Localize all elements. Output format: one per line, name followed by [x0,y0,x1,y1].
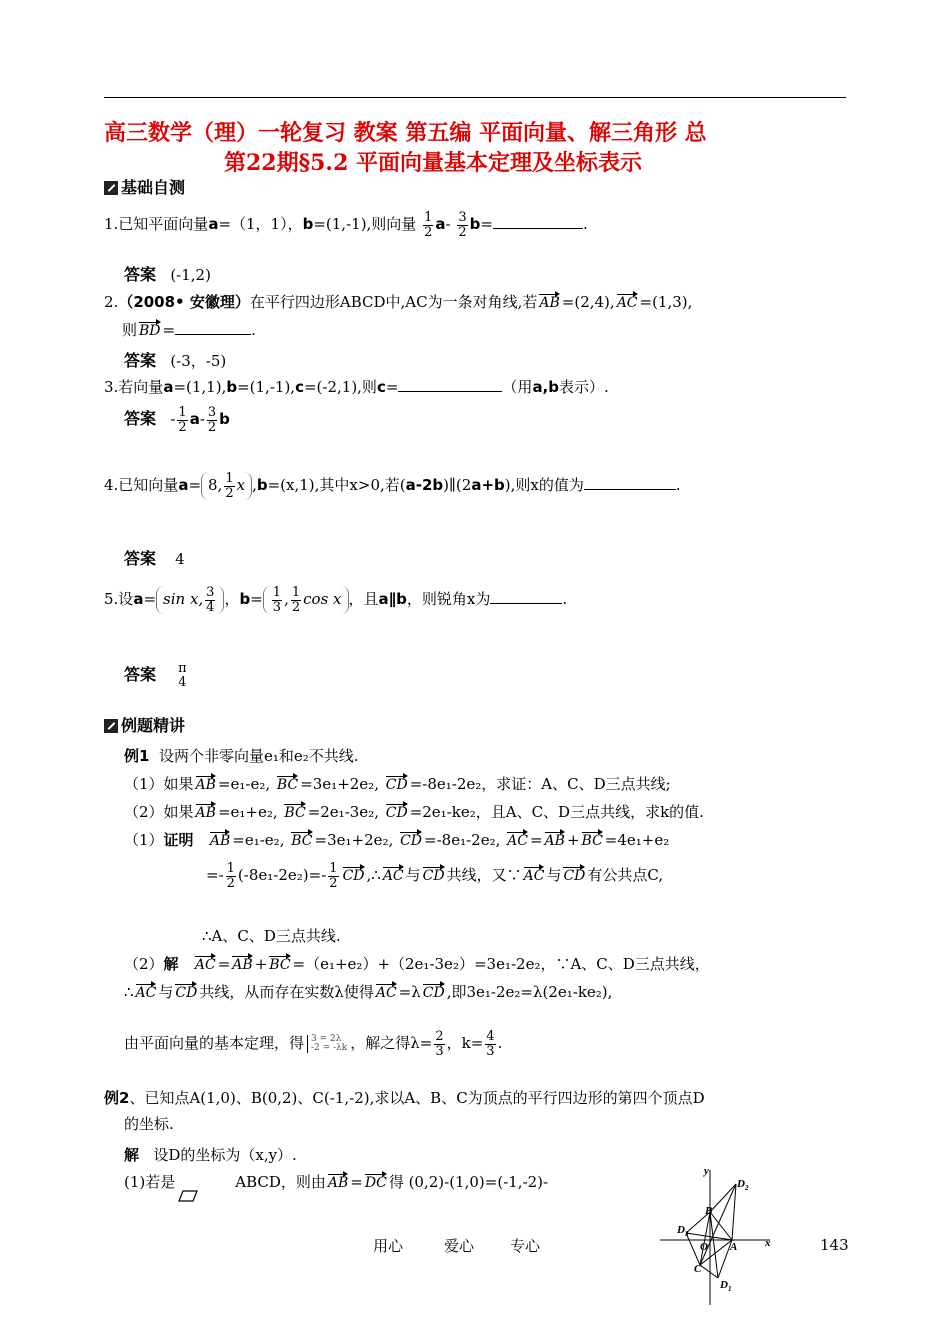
example-1-solution-line2: ∴ AC 与 CD 共线，从而存在实数λ使得 AC =λ CD ,即3e₁-2e₂=λ(2e₁-ke₂), [124,980,612,1002]
example-1-proof-line1: （1）证明 AB =e₁-e₂, BC =3e₁+2e₂, CD =-8e₁-2e₂, AC = AB + BC =4e₁+e₂ [124,828,669,850]
section-examples [104,713,185,736]
answer-blank [493,214,583,229]
example-1-part1: （1）如果 AB =e₁-e₂, BC =3e₁+2e₂, CD =-8e₁-2e₂，求证：A、C、D三点共线; [124,772,671,794]
pencil-icon [104,181,118,195]
answer-blank [398,377,502,392]
point-label-o: O [700,1241,708,1253]
answer-blank [490,589,562,604]
question-4: 4.已知向量a= 8, $\frac{1}{2}$ x ,b=(x,1),其中x>0,若(a-2b)∥(2a+b),则x的值为 . [104,471,681,501]
question-5: 5.设a= sin x, $\frac{3}{4}$ ，b= $\frac{1}{3}$ , $\frac{1}{2}$ cos x ，且a∥b，则锐角x为 . [104,585,568,615]
triangle-abc [700,1212,732,1265]
page-title-line1: 高三数学（理）一轮复习 教案 第五编 平面向量、解三角形 总 [104,120,707,146]
answer-1: 答案 (-1,2) [124,265,211,284]
answer-blank [175,320,251,335]
point-label-d3: $D_3$ [677,1224,689,1238]
example-1-proof-line3: ∴A、C、D三点共线. [202,927,341,945]
parallelogram-icon [178,1190,198,1202]
example-2-statement-cont: 的坐标. [124,1115,174,1133]
coordinate-figure [660,1160,790,1310]
section-label: 例题精讲 [121,716,186,735]
pencil-icon [104,719,118,733]
point-label-b: B [705,1205,713,1217]
axis-label-x: x [765,1237,771,1249]
answer-3: 答案 - $\frac{1}{2}$ a- $\frac{3}{2}$ b [124,405,230,435]
point-label-d1: $D_1$ [720,1279,732,1293]
page-number: 143 [820,1236,849,1254]
question-2-cont: 则 BD = . [122,318,256,340]
answer-4: 答案 4 [124,549,185,568]
answer-5: 答案 π 4 [124,661,187,690]
edge-b-d1 [710,1212,718,1278]
question-3: 3.若向量a=(1,1),b=(1,-1),c=(-2,1),则c= （用a,b表示）. [104,378,609,396]
point-label-a: A [730,1241,738,1253]
footer-motto-2: 爱心 [444,1237,475,1255]
section-label: 基础自测 [121,178,186,197]
example-1-statement: 例1 设两个非零向量e₁和e₂不共线. [124,747,359,765]
edge-c-d1 [700,1265,718,1278]
edge-a-d3 [686,1233,732,1240]
top-rule [104,97,846,98]
axis-label-y: y [704,1165,709,1177]
footer-motto-1: 用心 [373,1237,404,1255]
answer-2: 答案 (-3，-5) [124,351,227,370]
question-1: 1.已知平面向量a=（1，1），b=(1,-1),则向量 $\frac{1}{2}$ a- $\frac{3}{2}$ b= . [104,210,588,240]
point-label-c: C [694,1263,702,1275]
edge-b-d2 [710,1184,736,1212]
example-1-solution-line1: （2）解 AC = AB + BC =（e₁+e₂）+（2e₁-3e₂）=3e₁-2e₂，∵A、C、D三点共线， [124,952,710,974]
point-label-d2: $D_2$ [737,1178,749,1192]
example-1-part2: （2）如果 AB =e₁+e₂, BC =2e₁-3e₂, CD =2e₁-ke₂，且A、C、D三点共线，求k的值. [124,800,704,822]
example-1-solution-line3: 由平面向量的基本定理，得 3 = 2λ -2 = -λk ，解之得λ= $\frac{2}{3}$ ，k= $\frac{4}{3}$ . [124,1029,503,1059]
page-title-line2: 第22期§5.2 平面向量基本定理及坐标表示 [224,150,643,176]
example-2-statement: 例2、已知点A(1,0)、B(0,2)、C(-1,-2),求以A、B、C为顶点的平行四边形的第四个顶点D [104,1089,705,1107]
question-2: 2.（2008• 安徽理）在平行四边形ABCD中,AC为一条对角线,若 AB =(2,4), AC =(1,3), [104,290,692,312]
section-basic-test [104,175,185,198]
answer-blank [584,475,676,490]
example-1-proof-line2: =- $\frac{1}{2}$ (-8e₁-2e₂)=- $\frac{1}{2}$ CD ,∴ AC 与 CD 共线，又∵ AC 与 CD 有公共点C, [206,861,664,891]
footer-motto-3: 专心 [510,1237,541,1255]
example-2-case1: (1)若是 ABCD，则由 AB = DC 得 (0,2)-(1,0)=(-1,-2)- [124,1170,548,1192]
example-2-solution: 解 设D的坐标为（x,y）. [124,1146,297,1164]
